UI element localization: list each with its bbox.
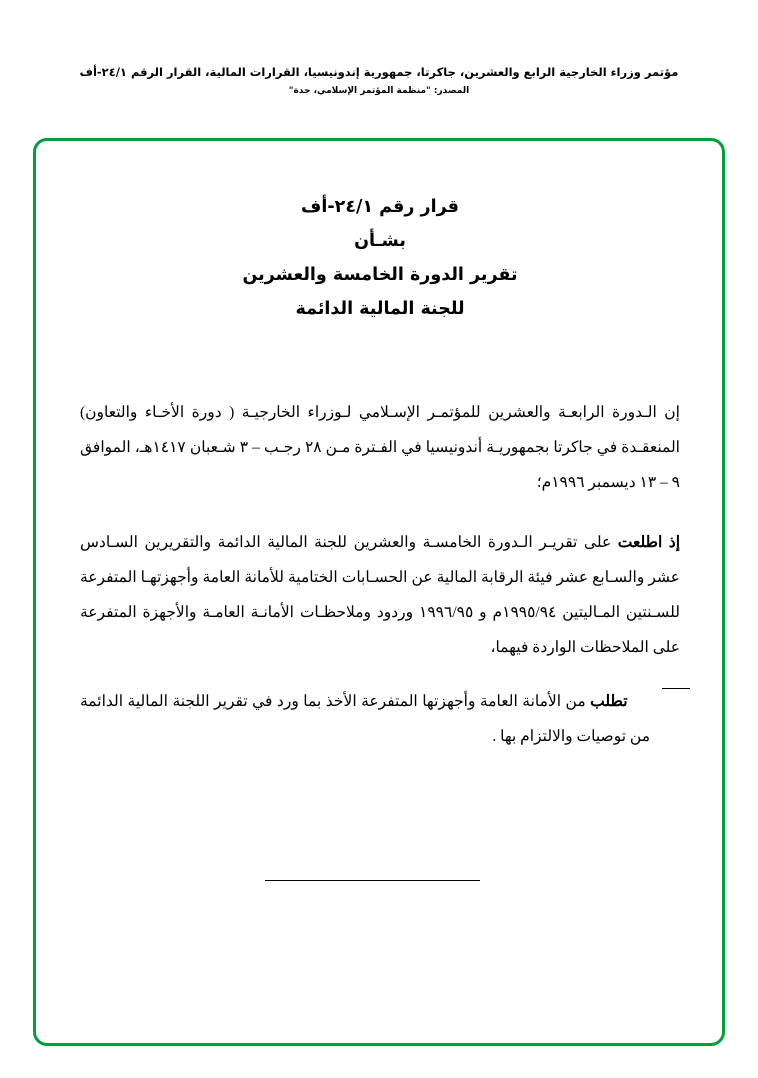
header-citation-line: مؤتمر وزراء الخارجية الرابع والعشرين، جاكرتا، جمهورية إندونيسيا، القرارات المالية، القرار الرقم ٢٤/١-أف <box>79 65 679 79</box>
paragraph-3-rest: من الأمانة العامة وأجهزتها المتفرعة الأخذ بما ورد في تقرير اللجنة المالية الدائمة من توصيات والالتزام بها . <box>80 693 650 745</box>
document-title <box>70 190 690 327</box>
bullet-dash-marker <box>662 688 690 689</box>
paragraph-having-examined <box>80 526 680 666</box>
title-resolution-number: قرار رقم ٢٤/١-أف <box>301 197 459 217</box>
title-subject-line-1: تقرير الدورة الخامسة والعشرين <box>242 265 518 286</box>
header-source-line: المصدر: "منظمة المؤتمر الإسلامي، جدة" <box>288 86 470 97</box>
page-header <box>0 64 758 98</box>
paragraph-2-lead: إذ اطلعت <box>617 534 681 551</box>
title-regarding: بشـأن <box>354 231 406 252</box>
paragraph-2-rest: على تقريـر الـدورة الخامسـة والعشرين للجنة المالية الدائمة والتقريرين السـادس عشر والسـابع عشر فيئة الرقابة المالية عن الحسـابات الختامية للأمانة العامة وأجهزتهـا المتفرعة للسـنتين المـاليتين ١٩٩٥/٩٤م و ١٩٩٦/٩٥ وردود وملاحظـات الأمانـة العامـة والأجهزة المتفرعة على الملاحظات الواردة فيهما، <box>80 534 680 656</box>
document-body <box>70 190 690 745</box>
horizontal-separator-rule <box>265 880 480 881</box>
paragraph-requests <box>80 685 650 755</box>
paragraph-preamble: إن الـدورة الرابعـة والعشرين للمؤتمـر الإسـلامي لـوزراء الخارجيـة ( دورة الأخـاء والتعاون) المنعقـدة في جاكرتا بجمهوريـة أندونيسيا في الفـترة مـن ٢٨ رجـب – ٣ شـعبان ١٤١٧هـ، الموافق ٩ – ١٣ ديسمبر ١٩٩٦م؛ <box>80 404 680 491</box>
paragraph-3-lead: تطلب <box>590 693 628 710</box>
title-subject-line-2: للجنة المالية الدائمة <box>295 299 465 320</box>
